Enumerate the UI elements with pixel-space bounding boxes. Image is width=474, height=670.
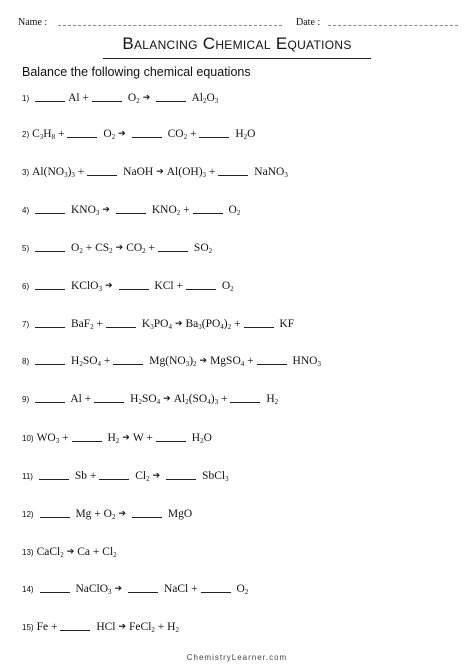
coefficient-blank[interactable] [35,316,65,328]
coefficient-blank[interactable] [106,316,136,328]
equation-9: 9) $Al + H_2SO_4$ ➔ $Al_2(SO_4)_3 + H_2$ [22,390,278,406]
coefficient-blank[interactable] [113,353,143,365]
equation-5: 5) $O_2 + CS_2$ ➔ $CO_2 + SO_2$ [22,239,212,255]
coefficient-blank[interactable] [230,391,260,403]
coefficient-blank[interactable] [218,164,248,176]
arrow-icon: ➔ [66,546,75,556]
equation-4: 4) $KNO_3$ ➔ $KNO_2 + O_2$ [22,201,240,217]
coefficient-blank[interactable] [119,278,149,290]
arrow-icon: ➔ [102,204,110,214]
page-title: Balancing Chemical Equations [122,34,352,53]
coefficient-blank[interactable] [67,126,97,138]
equation-10: 10) $WO_3 + H_2$ ➔ $W + H_2O$ [22,429,212,445]
coefficient-blank[interactable] [92,90,122,102]
instructions: Balance the following chemical equations [22,65,251,79]
arrow-icon: ➔ [118,621,127,631]
arrow-icon: ➔ [199,355,208,365]
equation-1: 1) $Al + O_2$ ➔ $Al_2O_3$ [22,89,218,105]
arrow-icon: ➔ [142,92,151,102]
equation-13: 13) CaCl$_2$ ➔ $Ca + Cl_2$ [22,543,117,559]
equation-11: 11) $Sb + Cl_2$ ➔ SbCl$_3$ [22,467,229,483]
equation-2: 2) $C_3H_8 + O_2$ ➔ $CO_2 + H_2O$ [22,125,255,141]
footer-site-name: ChemistryLearner.com [186,653,288,662]
arrow-icon: ➔ [115,242,124,252]
equation-8: 8) $H_2SO_4 + Mg(NO_3)_2$ ➔ MgSO$_4$ + $HNO_3$ [22,352,321,368]
coefficient-blank[interactable] [35,90,65,102]
coefficient-blank[interactable] [128,581,158,593]
coefficient-blank[interactable] [35,202,65,214]
coefficient-blank[interactable] [87,164,117,176]
coefficient-blank[interactable] [40,581,70,593]
coefficient-blank[interactable] [35,391,65,403]
arrow-icon: ➔ [104,280,113,290]
arrow-icon: ➔ [156,166,164,176]
coefficient-blank[interactable] [158,240,188,252]
equation-7: 7) $BaF_2 + K_3PO_4$ ➔ $Ba_3(PO_4)_2$ + KF [22,315,294,331]
arrow-icon: ➔ [163,393,171,403]
coefficient-blank[interactable] [193,202,223,214]
coefficient-blank[interactable] [199,126,229,138]
equation-6: 6) KClO$_3$ ➔ KCl + $O_2$ [22,277,234,293]
coefficient-blank[interactable] [244,316,274,328]
equation-3: 3) $Al(NO_3)_3$ + NaOH ➔ $Al(OH)_3$ + NaNO$_3$ [22,163,288,179]
coefficient-blank[interactable] [201,581,231,593]
coefficient-blank[interactable] [156,90,186,102]
equation-15: 15) Fe + HCl ➔ FeCl$_2$ + $H_2$ [22,618,179,634]
coefficient-blank[interactable] [72,430,102,442]
arrow-icon: ➔ [114,583,123,593]
coefficient-blank[interactable] [257,353,287,365]
header-row [18,17,458,33]
coefficient-blank[interactable] [99,468,129,480]
arrow-icon: ➔ [152,470,161,480]
arrow-icon: ➔ [118,508,127,518]
name-label: Name : [18,17,48,28]
arrow-icon: ➔ [122,432,130,442]
coefficient-blank[interactable] [94,391,124,403]
coefficient-blank[interactable] [166,468,196,480]
coefficient-blank[interactable] [132,126,162,138]
coefficient-blank[interactable] [116,202,146,214]
name-field-line[interactable] [58,25,282,26]
equation-number: 1) [22,94,30,103]
coefficient-blank[interactable] [40,506,70,518]
coefficient-blank[interactable] [35,240,65,252]
coefficient-blank[interactable] [60,619,90,631]
coefficient-blank[interactable] [39,468,69,480]
equation-14: 14) NaClO$_3$ ➔ NaCl + $O_2$ [22,580,248,596]
coefficient-blank[interactable] [132,506,162,518]
arrow-icon: ➔ [174,318,183,328]
coefficient-blank[interactable] [35,278,65,290]
coefficient-blank[interactable] [156,430,186,442]
arrow-icon: ➔ [118,128,126,138]
date-field-line[interactable] [328,25,458,26]
coefficient-blank[interactable] [186,278,216,290]
coefficient-blank[interactable] [35,353,65,365]
date-label: Date : [296,17,321,28]
equation-12: 12) $Mg + O_2$ ➔ MgO [22,505,192,521]
title-underline [103,58,371,59]
